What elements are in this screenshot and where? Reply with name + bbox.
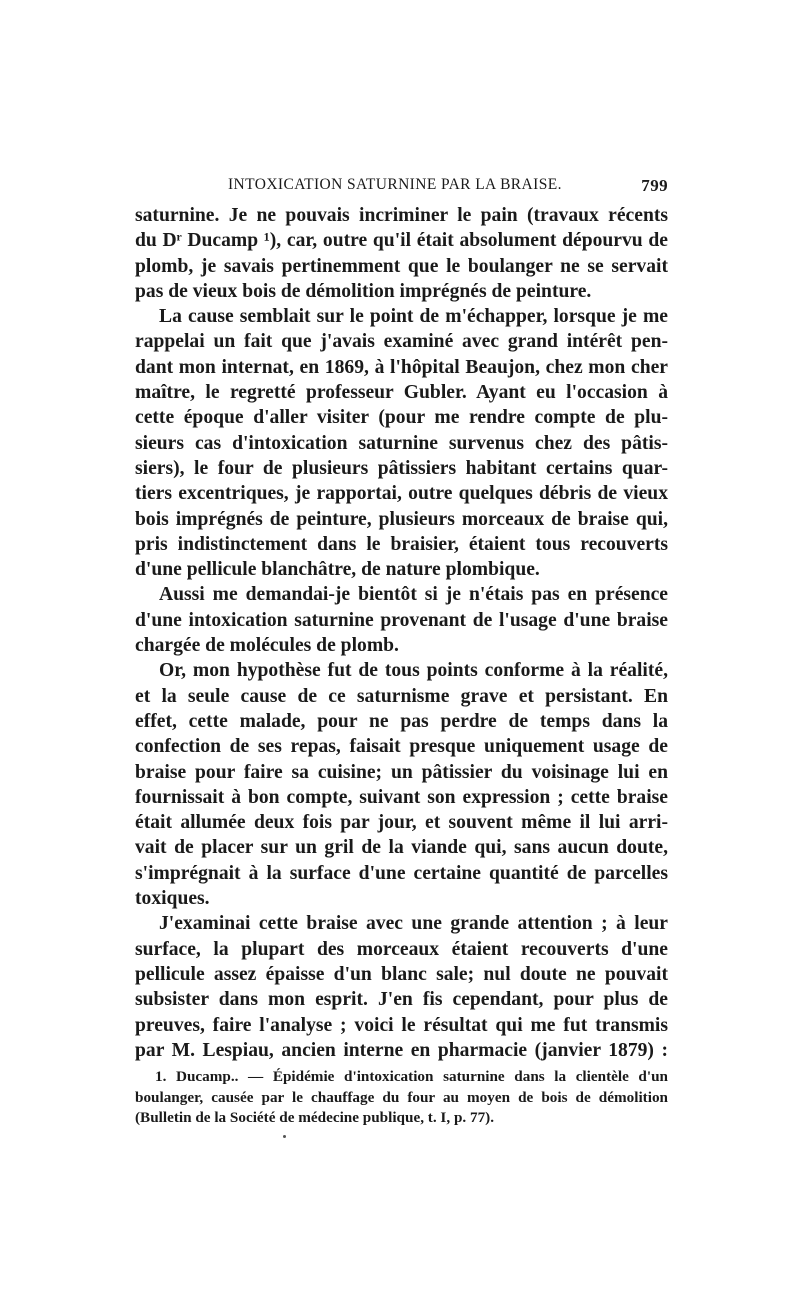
text-line: cette époque d'aller visiter (pour me rendre compte de plu-	[135, 407, 668, 429]
footnotes	[135, 1067, 668, 1129]
page-number: 799	[641, 176, 668, 195]
text-line: d'une pellicule blanchâtre, de nature plombique.	[135, 559, 540, 581]
text-line: fournissait à bon compte, suivant son expression ; cette braise	[135, 786, 668, 808]
ink-speck	[283, 1135, 286, 1138]
text-line: bois imprégnés de peinture, plusieurs morceaux de braise qui,	[135, 508, 668, 530]
text-line: saturnine. Je ne pouvais incriminer le pain (travaux récents	[135, 205, 668, 226]
text-line: pellicule assez épaisse d'un blanc sale; nul doute ne pouvait	[135, 963, 668, 985]
text-line: était allumée deux fois par jour, et souvent même il lui arri-	[135, 812, 668, 834]
text-line: subsister dans mon esprit. J'en fis cependant, pour plus de	[135, 989, 668, 1011]
text-line: plomb, je savais pertinemment que le boulanger ne se servait	[135, 255, 668, 277]
text-line: par M. Lespiau, ancien interne en pharmacie (janvier 1879) :	[135, 1039, 668, 1061]
footnote-line: (Bulletin de la Société de médecine publique, t. I, p. 77).	[135, 1109, 495, 1126]
text-line: s'imprégnait à la surface d'une certaine quantité de parcelles	[135, 862, 668, 884]
text-line: chargée de molécules de plomb.	[135, 635, 399, 657]
text-line: effet, cette malade, pour ne pas perdre de temps dans la	[135, 710, 668, 732]
text-line: preuves, faire l'analyse ; voici le résultat qui me fut transmis	[135, 1014, 668, 1036]
text-line: confection de ses repas, faisait presque uniquement usage de	[135, 736, 668, 758]
footnote-line: 1. Ducamp.. — Épidémie d'intoxication saturnine dans la clientèle d'un	[155, 1068, 668, 1085]
text-line: surface, la plupart des morceaux étaient recouverts d'une	[135, 938, 668, 960]
text-line: La cause semblait sur le point de m'échapper, lorsque je me	[159, 306, 668, 328]
text-line: sieurs cas d'intoxication saturnine survenus chez des pâtis-	[135, 432, 668, 454]
text-line: braise pour faire sa cuisine; un pâtissier du voisinage lui en	[135, 761, 668, 783]
text-line: d'une intoxication saturnine provenant de l'usage d'une braise	[135, 609, 668, 631]
text-line: vait de placer sur un gril de la viande qui, sans aucun doute,	[135, 837, 668, 859]
running-title: INTOXICATION SATURNINE PAR LA BRAISE.	[228, 176, 562, 193]
text-line: maître, le regretté professeur Gubler. Ayant eu l'occasion à	[135, 382, 668, 404]
text-line: pris indistinctement dans le braisier, étaient tous recouverts	[135, 533, 668, 555]
text-line: toxiques.	[135, 888, 210, 910]
text-line: J'examinai cette braise avec une grande attention ; à leur	[159, 913, 668, 935]
text-line: Or, mon hypothèse fut de tous points conforme à la réalité,	[159, 660, 668, 682]
footnote-line: boulanger, causée par le chauffage du four au moyen de bois de démolition	[135, 1088, 668, 1106]
text-line: rappelai un fait que j'avais examiné avec grand intérêt pen-	[135, 331, 668, 353]
text-line: siers), le four de plusieurs pâtissiers habitant certains quar-	[135, 457, 668, 479]
text-line: dant mon internat, en 1869, à l'hôpital Beaujon, chez mon cher	[135, 356, 668, 378]
text-line: et la seule cause de ce saturnisme grave et persistant. En	[135, 685, 668, 707]
text-line: tiers excentriques, je rapportai, outre quelques débris de vieux	[135, 483, 668, 505]
text-line: Aussi me demandai-je bientôt si je n'étais pas en présence	[159, 584, 668, 606]
text-line: pas de vieux bois de démolition imprégnés de peinture.	[135, 280, 592, 302]
text-line: du Dʳ Ducamp ¹), car, outre qu'il était absolument dépourvu de	[135, 230, 668, 252]
body-text	[135, 203, 668, 1063]
